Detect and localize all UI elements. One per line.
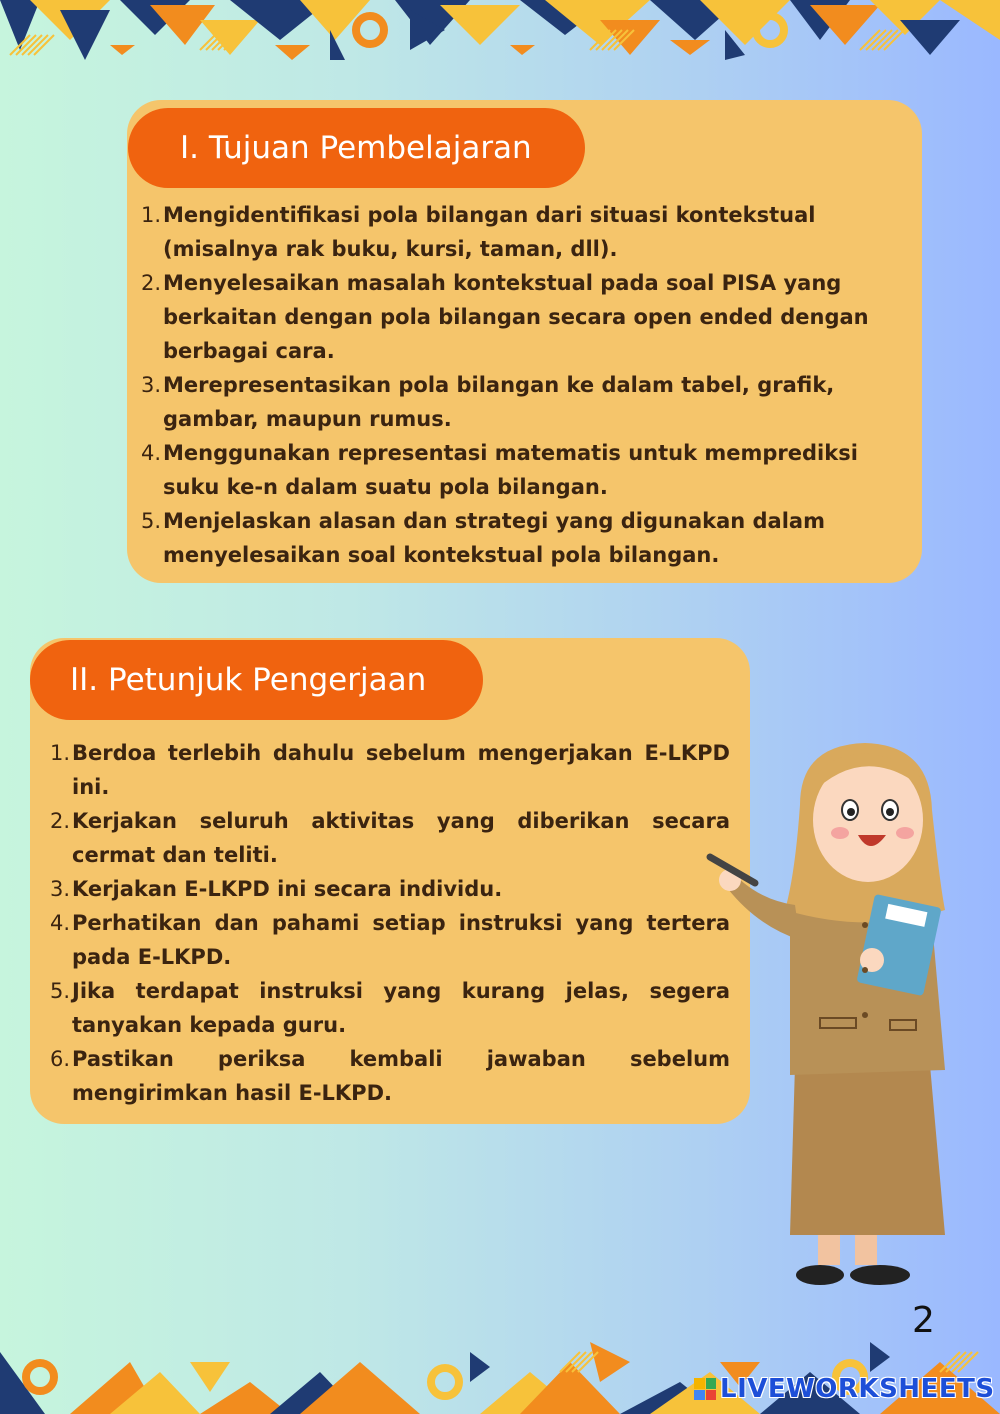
list-number: 3. <box>141 373 162 397</box>
list-item <box>50 974 730 1042</box>
list-item <box>141 198 903 266</box>
list-item <box>50 804 730 872</box>
list-item <box>141 436 903 504</box>
list-number: 1. <box>50 741 71 765</box>
list-number: 4. <box>141 441 162 465</box>
list-text: Berdoa terlebih dahulu sebelum mengerjakan E-LKPD ini. <box>72 741 730 799</box>
learning-objectives-title: I. Tujuan Pembelajaran <box>128 108 585 188</box>
list-number: 1. <box>141 203 162 227</box>
list-item <box>141 368 903 436</box>
page-number: 2 <box>912 1300 935 1341</box>
list-text: Pastikan periksa kembali jawaban sebelum mengirimkan hasil E-LKPD. <box>72 1047 730 1105</box>
list-item <box>141 504 903 572</box>
list-number: 6. <box>50 1047 71 1071</box>
learning-objectives-list <box>141 198 903 572</box>
teacher-illustration-icon <box>700 735 970 1295</box>
list-item <box>50 736 730 804</box>
list-text: Perhatikan dan pahami setiap instruksi yang tertera pada E-LKPD. <box>72 911 730 969</box>
brand-text: LIVEWORKSHEETS <box>720 1374 995 1404</box>
list-text: Jika terdapat instruksi yang kurang jelas, segera tanyakan kepada guru. <box>72 979 730 1037</box>
instructions-title: II. Petunjuk Pengerjaan <box>30 640 483 720</box>
list-text: Menjelaskan alasan dan strategi yang digunakan dalam menyelesaikan soal kontekstual pola bilangan. <box>163 509 825 567</box>
instructions-list <box>50 736 730 1110</box>
list-text: Menyelesaikan masalah kontekstual pada soal PISA yang berkaitan dengan pola bilangan secara open ended dengan berbagai cara. <box>163 271 869 363</box>
list-number: 4. <box>50 911 71 935</box>
list-item <box>50 872 730 906</box>
top-decorative-border <box>0 0 1000 80</box>
list-text: Merepresentasikan pola bilangan ke dalam tabel, grafik, gambar, maupun rumus. <box>163 373 835 431</box>
list-item <box>50 1042 730 1110</box>
list-text: Mengidentifikasi pola bilangan dari situasi kontekstual (misalnya rak buku, kursi, taman, dll). <box>163 203 816 261</box>
liveworksheets-brand[interactable] <box>694 1374 995 1404</box>
list-text: Menggunakan representasi matematis untuk memprediksi suku ke-n dalam suatu pola bilangan. <box>163 441 858 499</box>
list-number: 5. <box>50 979 71 1003</box>
list-text: Kerjakan E-LKPD ini secara individu. <box>72 877 503 901</box>
liveworksheets-logo-icon <box>694 1378 716 1400</box>
list-item <box>141 266 903 368</box>
list-number: 2. <box>50 809 71 833</box>
list-number: 5. <box>141 509 162 533</box>
list-item <box>50 906 730 974</box>
list-number: 3. <box>50 877 71 901</box>
list-number: 2. <box>141 271 162 295</box>
list-text: Kerjakan seluruh aktivitas yang diberikan secara cermat dan teliti. <box>72 809 730 867</box>
